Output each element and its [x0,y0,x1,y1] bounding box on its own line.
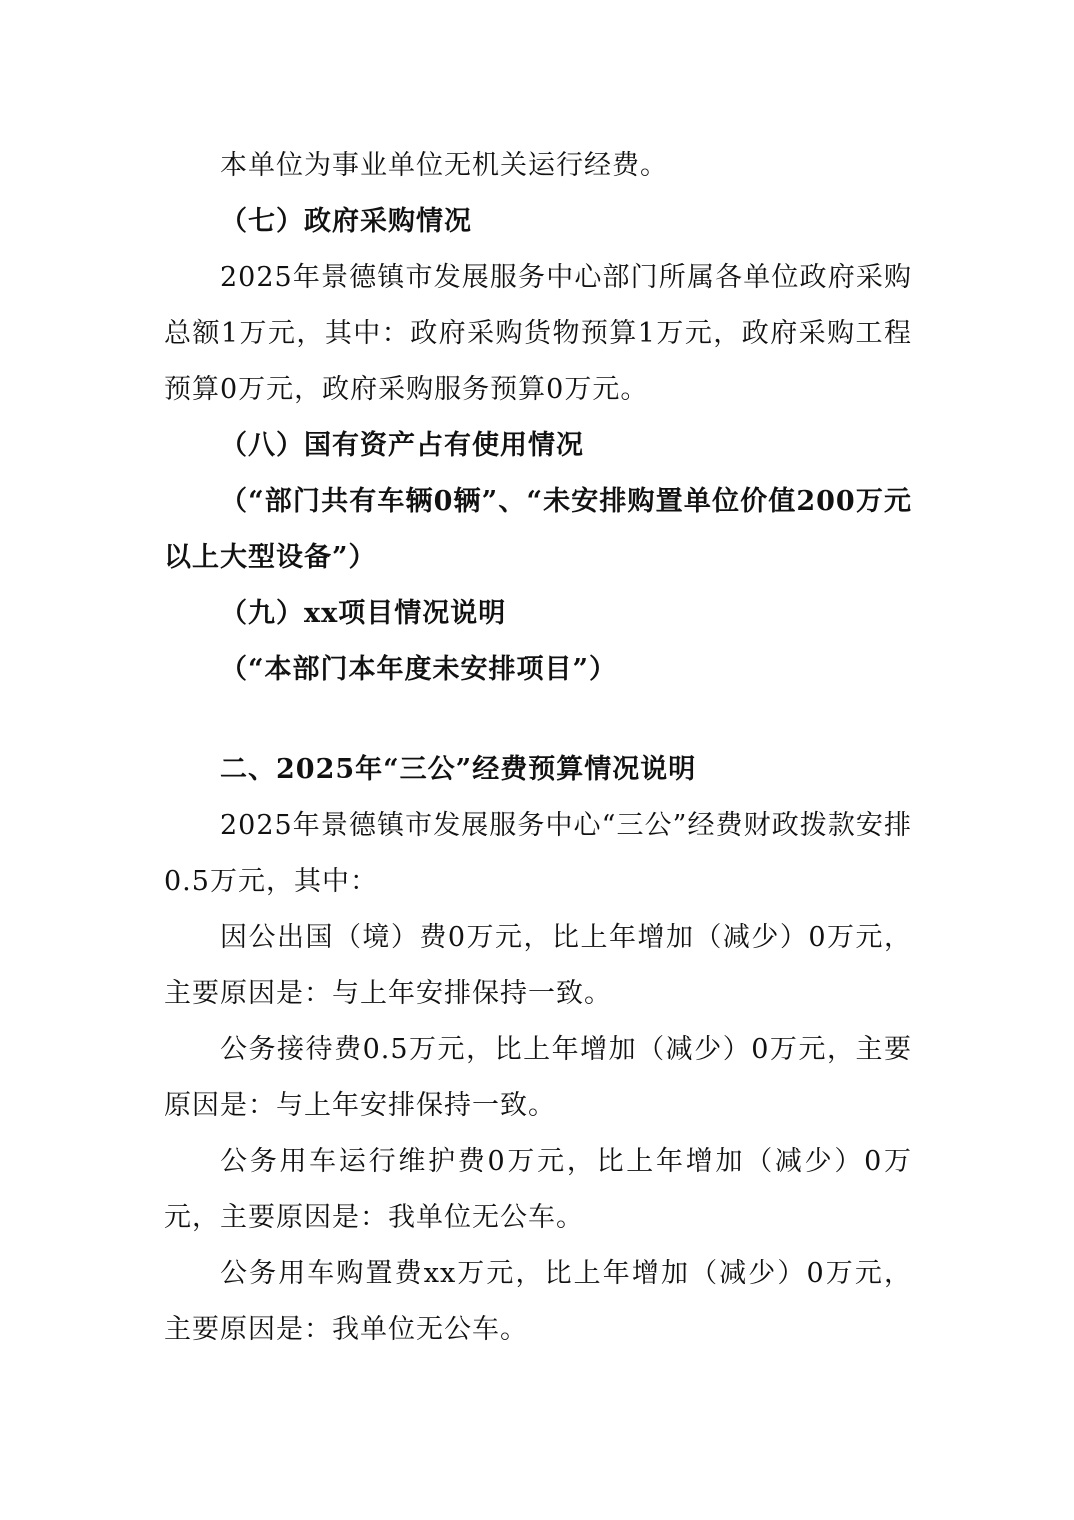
body-paragraph-admin-cost: 本单位为事业单位无机关运行经费。 [220,150,668,181]
document-page [164,138,912,1358]
section-heading-procurement: （七）政府采购情况 [220,206,472,237]
body-paragraph-assets: （“部门共有车辆0辆”、“未安排购置单位价值200万元以上大型设备”） [164,486,912,573]
section-heading-assets: （八）国有资产占有使用情况 [220,430,584,461]
body-paragraph-three-public-total: 2025年景德镇市发展服务中心“三公”经费财政拨款安排0.5万元，其中： [164,810,912,897]
body-paragraph-overseas: 因公出国（境）费0万元，比上年增加（减少）0万元，主要原因是：与上年安排保持一致。 [164,922,912,1009]
section-spacer [164,698,912,742]
body-paragraph-projects: （“本部门本年度未安排项目”） [220,654,618,685]
section-heading-projects: （九）xx项目情况说明 [220,598,507,629]
body-paragraph-vehicle-maintenance: 公务用车运行维护费0万元，比上年增加（减少）0万元，主要原因是：我单位无公车。 [164,1146,912,1233]
body-paragraph-vehicle-purchase: 公务用车购置费xx万元，比上年增加（减少）0万元，主要原因是：我单位无公车。 [164,1258,912,1345]
chapter-heading-three-public: 二、2025年“三公”经费预算情况说明 [220,754,697,785]
body-paragraph-reception: 公务接待费0.5万元，比上年增加（减少）0万元，主要原因是：与上年安排保持一致。 [164,1034,912,1121]
body-paragraph-procurement: 2025年景德镇市发展服务中心部门所属各单位政府采购总额1万元，其中：政府采购货物预算1万元，政府采购工程预算0万元，政府采购服务预算0万元。 [164,262,912,405]
